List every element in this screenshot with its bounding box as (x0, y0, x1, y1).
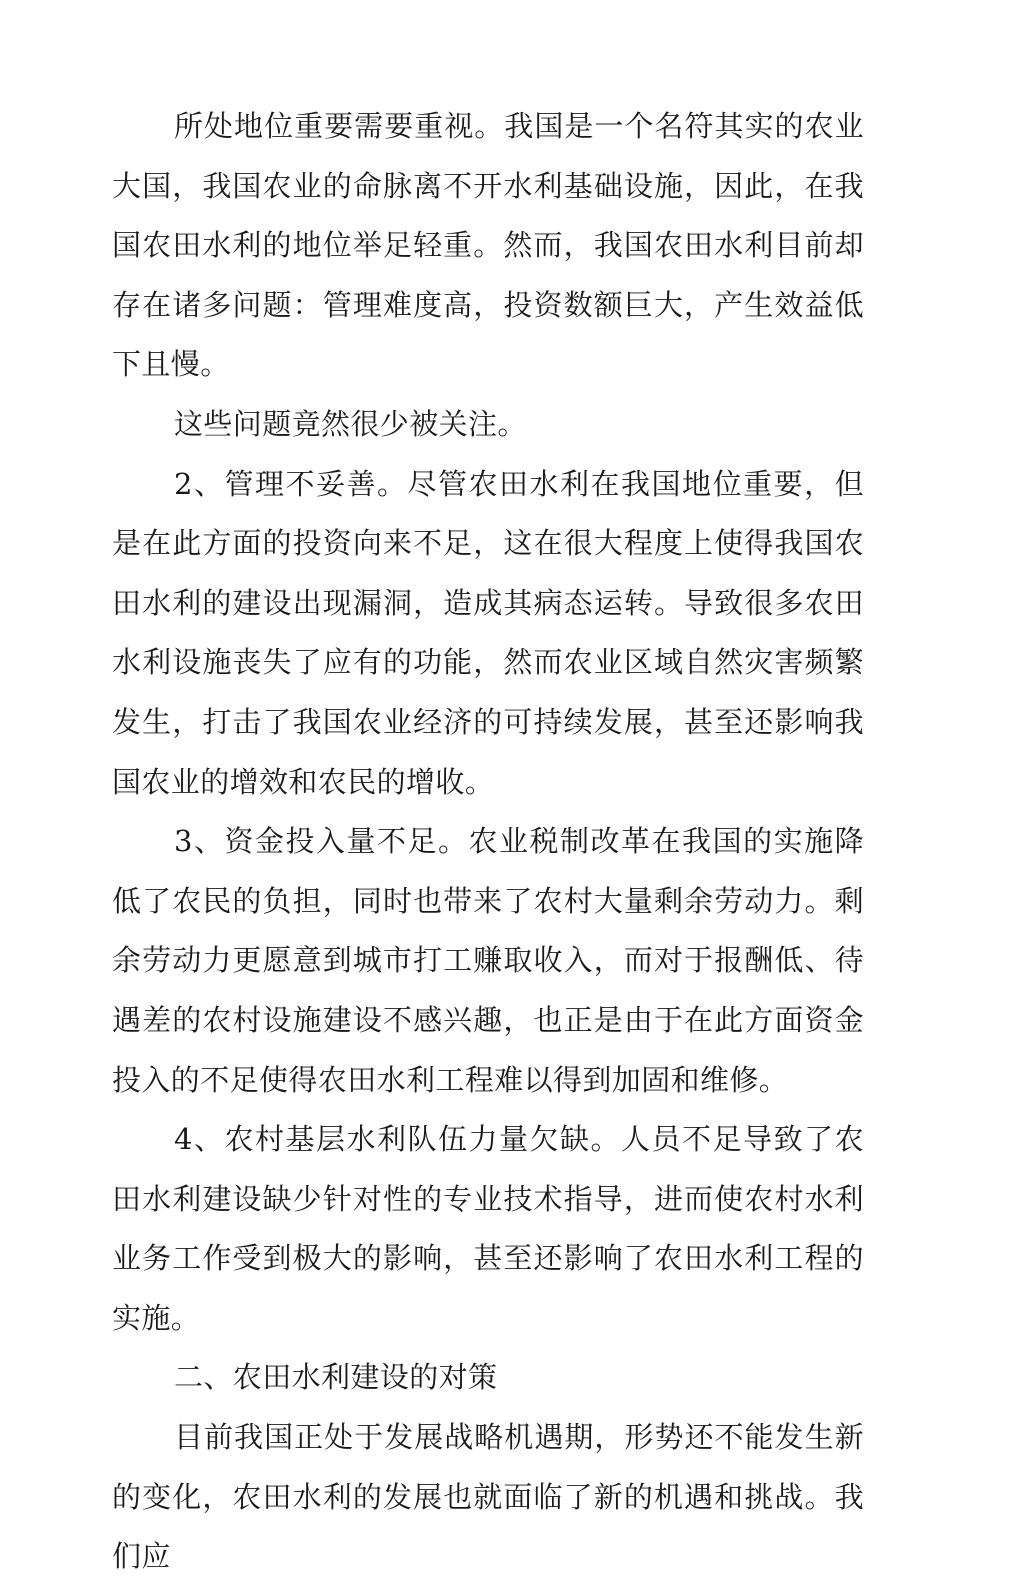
paragraph-neglect: 这些问题竟然很少被关注。 (174, 406, 527, 441)
paragraph-funding: 3、资金投入量不足。农业税制改革在我国的实施降低了农民的负担，同时也带来了农村大量剩余劳动力。剩余劳动力更愿意到城市打工赚取收入，而对于报酬低、待遇差的农村设施建设不感兴趣，也正是由于在此方面资金投入的不足使得农田水利工程难以得到加固和维修。 (112, 824, 864, 1097)
section-heading-countermeasures: 二、农田水利建设的对策 (174, 1360, 498, 1395)
paragraph-importance: 所处地位重要需要重视。我国是一个名符其实的农业大国，我国农业的命脉离不开水利基础设施，因此，在我国农田水利的地位举足轻重。然而，我国农田水利目前却存在诸多问题：管理难度高，投资数额巨大，产生效益低下且慢。 (112, 109, 864, 382)
paragraph-management: 2、管理不妥善。尽管农田水利在我国地位重要，但是在此方面的投资向来不足，这在很大程度上使得我国农田水利的建设出现漏洞，造成其病态运转。导致很多农田水利设施丧失了应有的功能，然而农业区域自然灾害频繁发生，打击了我国农业经济的可持续发展，甚至还影响我国农业的增效和农民的增收。 (112, 466, 864, 799)
paragraph-staffing: 4、农村基层水利队伍力量欠缺。人员不足导致了农田水利建设缺少针对性的专业技术指导，进而使农村水利业务工作受到极大的影响，甚至还影响了农田水利工程的实施。 (112, 1122, 864, 1335)
document-body (112, 97, 864, 1587)
paragraph-opportunity: 目前我国正处于发展战略机遇期，形势还不能发生新的变化，农田水利的发展也就面临了新的机遇和挑战。我们应 (112, 1420, 864, 1574)
